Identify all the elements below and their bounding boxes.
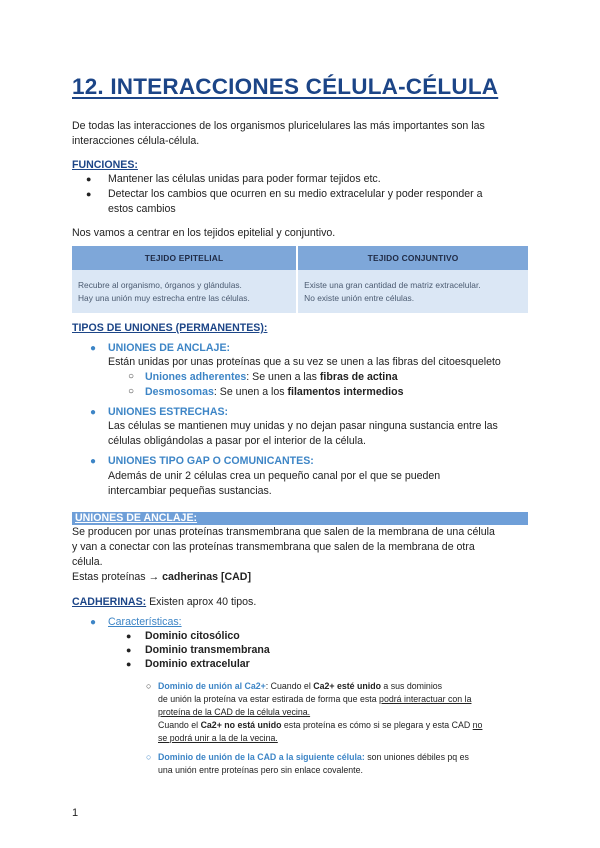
gap-desc: Además de unir 2 células crea un pequeño canal por el que se pueden intercambiar pequeñas sustancias. [108, 470, 441, 497]
intro-paragraph [72, 119, 485, 149]
dominio-transmembrana: Dominio transmembrana [145, 644, 270, 656]
bullet-icon: ● [90, 343, 97, 354]
bullet-icon: ● [126, 659, 132, 669]
anclaje-desc: Están unidas por unas proteínas que a su vez se unen a las fibras del citoesqueleto [108, 356, 501, 368]
intro-line-2: interacciones célula-célula. [72, 135, 200, 147]
bullet-icon: ● [90, 456, 97, 467]
union-cad-line-2: una unión entre proteínas pero sin enlace covalente. [158, 765, 363, 775]
union-ca-line-2: de unión la proteína va estar estirada de forma que esta podrá interactuar con la [158, 694, 472, 704]
union-cad-line-1: Dominio de unión de la CAD a la siguiente célula: son uniones débiles pq es [158, 752, 469, 762]
anclaje-sub-adherentes: Uniones adherentes: Se unen a las fibras de actina [145, 371, 398, 383]
dominio-extracelular: Dominio extracelular [145, 658, 250, 670]
centrar-text: Nos vamos a centrar en los tejidos epitelial y conjuntivo. [72, 227, 336, 239]
cadherinas-line: CADHERINAS: Existen aprox 40 tipos. [72, 596, 257, 608]
table-header-epitelial: TEJIDO EPITELIAL [72, 246, 296, 270]
caracteristicas-heading: Características: [108, 616, 182, 628]
circle-bullet-icon: ○ [128, 371, 135, 382]
page-number: 1 [72, 807, 79, 819]
circle-bullet-icon: ○ [128, 386, 135, 397]
table-cell-epitelial: Recubre al organismo, órganos y glándulas. Hay una unión muy estrecha entre las células. [72, 270, 296, 313]
bullet-icon: ● [126, 631, 132, 641]
table-cell-conjuntivo: Existe una gran cantidad de matriz extracelular. No existe unión entre células. [298, 270, 528, 313]
union-ca-line-1: Dominio de unión al Ca2+: Cuando el Ca2+ esté unido a sus dominios [158, 681, 443, 691]
union-ca-line-5: se podrá unir a la de la vecina. [158, 733, 278, 743]
gap-title: UNIONES TIPO GAP O COMUNICANTES: [108, 455, 314, 467]
union-ca-line-3: proteína de la CAD de la célula vecina. [158, 707, 311, 717]
estrechas-title: UNIONES ESTRECHAS: [108, 406, 229, 418]
list-item: ● Mantener las células unidas para poder formar tejidos etc. [86, 173, 381, 185]
bullet-icon: ● [126, 645, 132, 655]
circle-bullet-icon: ○ [146, 752, 152, 762]
anclaje-sub-desmosomas: Desmosomas: Se unen a los filamentos intermedios [145, 386, 404, 398]
funciones-heading: FUNCIONES: [72, 159, 138, 171]
intro-line-1: De todas las interacciones de los organismos pluricelulares las más importantes son las [72, 120, 485, 132]
tissue-table [72, 246, 528, 313]
tipos-heading: TIPOS DE UNIONES (PERMANENTES): [72, 322, 268, 334]
circle-bullet-icon: ○ [146, 681, 152, 691]
dominio-citosolico: Dominio citosólico [145, 630, 240, 642]
bullet-icon: ● [90, 407, 97, 418]
bullet-icon: ● [86, 189, 92, 199]
table-header-conjuntivo: TEJIDO CONJUNTIVO [298, 246, 528, 270]
bullet-icon: ● [86, 174, 92, 184]
list-item: ● Detectar los cambios que ocurren en su medio extracelular y poder responder a estos cambios [86, 188, 483, 215]
anclaje-title: UNIONES DE ANCLAJE: [108, 342, 231, 354]
anclaje-section-heading: UNIONES DE ANCLAJE: [72, 512, 528, 525]
union-ca-line-4: Cuando el Ca2+ no está unido esta proteína es cómo si se plegara y esta CAD no [158, 720, 483, 730]
anclaje-section-text: Se producen por unas proteínas transmembrana que salen de la membrana de una célula y van a conectar con las proteínas transmembrana que salen de la membrana de otra célula. Estas proteínas → cadherinas [CAD] [72, 526, 495, 583]
funciones-list [72, 172, 483, 217]
estrechas-desc: Las células se mantienen muy unidas y no dejan pasar ninguna sustancia entre las células obligándolas a pasar por el interior de la célula. [108, 420, 498, 447]
page-title: 12. INTERACCIONES CÉLULA-CÉLULA [72, 74, 499, 99]
bullet-icon: ● [90, 617, 97, 628]
